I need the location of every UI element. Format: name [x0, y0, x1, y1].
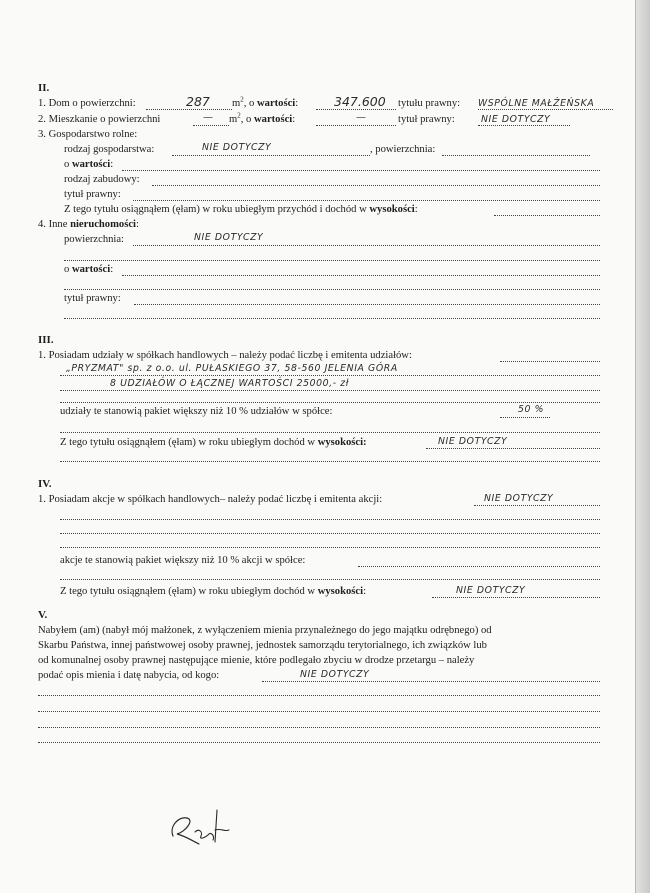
acquired-text-1: Nabyłem (am) (nabył mój małżonek, z wyłączeniem mienia przynależnego do jego majątku odrębnego) od: [38, 625, 492, 636]
house-title-value: WSPÓLNE MAŁŻEŃSKA: [478, 98, 595, 109]
flat-title-label: tytuł prawny:: [398, 114, 455, 125]
stocks-dots: [474, 505, 600, 506]
section-4-heading: IV.: [38, 478, 52, 490]
flat-value-dots: [316, 125, 396, 126]
acquired-text-2: Skarbu Państwa, innej państwowej osoby prawnej, jednostek samorządu terytorialnego, ich związków lub: [38, 640, 487, 651]
farm-value-label: wartości: [71, 159, 111, 170]
other-value-dots-2: [64, 289, 600, 290]
house-area-dots: [146, 109, 232, 110]
shares-income-line: [60, 437, 367, 449]
flat-value-colon: :: [292, 114, 296, 125]
house-unit-sep: , o: [243, 98, 257, 109]
farm-heading: 3. Gospodarstwo rolne:: [38, 129, 138, 140]
shares-issuer: „PRYZMAT" sp. z o.o. ul. PUŁASKIEGO 37, 58-560 JELENIA GÓRA: [66, 363, 398, 374]
shares-extra-dots: [60, 402, 600, 403]
flat-title-value: NIE DOTYCZY: [481, 114, 551, 125]
other-heading-c: :: [136, 219, 139, 230]
house-title-label: tytułu prawny:: [398, 98, 461, 109]
shares-issuer-dots: [60, 375, 600, 376]
other-heading: [38, 219, 139, 231]
farm-area-label: , powierzchnia:: [370, 144, 436, 155]
flat-unit-m: m: [229, 114, 238, 125]
acquired-dots-2: [38, 695, 600, 696]
acquired-text-3: od komunalnej osoby prawnej następujące mienie, które podlegało zbyciu w drodze przetargu – należy: [38, 655, 475, 666]
flat-area-dots: [193, 125, 229, 126]
stocks-income-bold: wysokości: [317, 586, 364, 597]
farm-income-text: Z tego tytułu osiągnąłem (ęłam) w roku ubiegłym przychód i dochód w: [64, 204, 370, 215]
shares-dots: [500, 361, 600, 362]
section-5-heading: V.: [38, 609, 48, 621]
other-value-label: wartości: [71, 264, 111, 275]
farm-value-colon: :: [110, 159, 114, 170]
flat-unit-sep: , o: [240, 114, 254, 125]
shares-count: 8 UDZIAŁÓW O ŁĄCZNEJ WARTOŚCI 25000,- zł: [110, 378, 349, 389]
stocks-income-text: Z tego tytułu osiągnąłem (ęłam) w roku ubiegłym dochód w: [60, 586, 318, 597]
acquired-dots-5: [38, 742, 600, 743]
acquired-value: NIE DOTYCZY: [300, 669, 370, 680]
flat-label: 2. Mieszkanie o powierzchni: [38, 114, 161, 125]
other-value-line: [64, 264, 113, 276]
flat-title-dots: [478, 125, 570, 126]
farm-buildings-label: rodzaj zabudowy:: [64, 174, 140, 185]
shares-package-label: udziały te stanowią pakiet większy niż 10 % udziałów w spółce:: [60, 406, 333, 417]
shares-label: 1. Posiadam udziały w spółkach handlowych – należy podać liczbę i emitenta udziałów:: [38, 350, 412, 361]
farm-title-label: tytuł prawny:: [64, 189, 121, 200]
other-area-dots-2: [64, 260, 600, 261]
other-heading-a: 4. Inne: [38, 219, 71, 230]
house-line: [38, 98, 136, 110]
house-value-colon: :: [295, 98, 299, 109]
house-unit: $m^2$, o wartości:: [232, 95, 299, 109]
house-area-value: 287: [186, 94, 210, 109]
shares-package-value: 50 %: [518, 404, 545, 415]
shares-income-bold: wysokości:: [317, 437, 367, 448]
farm-income-bold: wysokości: [369, 204, 415, 215]
stocks-dots-4: [60, 547, 600, 548]
stocks-dots-3: [60, 533, 600, 534]
stocks-package-dots: [358, 566, 600, 567]
other-area-dots: [133, 245, 600, 246]
farm-area-dots: [442, 155, 590, 156]
other-area-label: powierzchnia:: [64, 234, 125, 245]
other-value-dots: [122, 275, 600, 276]
signature: [165, 806, 255, 848]
stocks-income-line: [60, 586, 366, 598]
stocks-label: 1. Posiadam akcje w spółkach handlowych– należy podać liczbę i emitenta akcji:: [38, 494, 383, 505]
acquired-dots-4: [38, 727, 600, 728]
shares-income-dots-2: [60, 461, 600, 462]
flat-value: —: [356, 112, 367, 123]
stocks-income-dots: [432, 597, 600, 598]
other-value-colon: :: [110, 264, 114, 275]
farm-income-line: [64, 204, 418, 216]
farm-income-colon: :: [414, 204, 418, 215]
other-value-pre: o: [64, 264, 72, 275]
farm-kind-dots: [172, 155, 370, 156]
stocks-dots-2: [60, 519, 600, 520]
farm-value-dots: [122, 170, 600, 171]
section-2-heading: II.: [38, 82, 50, 94]
flat-unit: $m^2$, o wartości:: [229, 111, 296, 125]
stocks-value: NIE DOTYCZY: [484, 493, 554, 504]
other-title-dots-2: [64, 318, 600, 319]
house-unit-m: m: [232, 98, 241, 109]
farm-income-dots: [494, 215, 600, 216]
section-3-heading: III.: [38, 334, 54, 346]
house-value-dots: [316, 109, 396, 110]
scan-edge-line: [635, 0, 636, 893]
flat-area-value: —: [203, 112, 214, 123]
shares-income-text: Z tego tytułu osiągnąłem (ęłam) w roku ubiegłym dochód w: [60, 437, 318, 448]
other-heading-b: nieruchomości: [70, 219, 136, 230]
farm-buildings-dots: [152, 185, 600, 186]
stocks-package-dots-2: [60, 579, 600, 580]
farm-title-dots: [133, 200, 600, 201]
house-title-dots: [478, 109, 613, 110]
house-value-label: wartości: [257, 98, 296, 109]
stocks-package-label: akcje te stanowią pakiet większy niż 10 % akcji w spółce:: [60, 555, 306, 566]
other-area-value: NIE DOTYCZY: [194, 232, 264, 243]
scan-edge-shadow: [636, 0, 650, 893]
stocks-income-value: NIE DOTYCZY: [456, 585, 526, 596]
house-value: 347.600: [334, 94, 386, 109]
house-label: 1. Dom o powierzchni:: [38, 98, 136, 109]
acquired-dots-3: [38, 711, 600, 712]
flat-value-label: wartości: [254, 114, 293, 125]
farm-value-line: [64, 159, 113, 171]
shares-income-value: NIE DOTYCZY: [438, 436, 508, 447]
acquired-dots: [262, 681, 600, 682]
farm-kind-label: rodzaj gospodarstwa:: [64, 144, 155, 155]
farm-kind-value: NIE DOTYCZY: [202, 142, 272, 153]
shares-count-dots: [60, 390, 600, 391]
stocks-income-colon: :: [363, 586, 367, 597]
shares-package-dots-2: [60, 432, 600, 433]
other-title-dots: [134, 304, 600, 305]
acquired-text-4: podać opis mienia i datę nabycia, od kogo:: [38, 670, 220, 681]
shares-income-dots: [426, 448, 600, 449]
other-title-label: tytuł prawny:: [64, 293, 121, 304]
farm-value-pre: o: [64, 159, 72, 170]
shares-package-dots: [500, 417, 550, 418]
